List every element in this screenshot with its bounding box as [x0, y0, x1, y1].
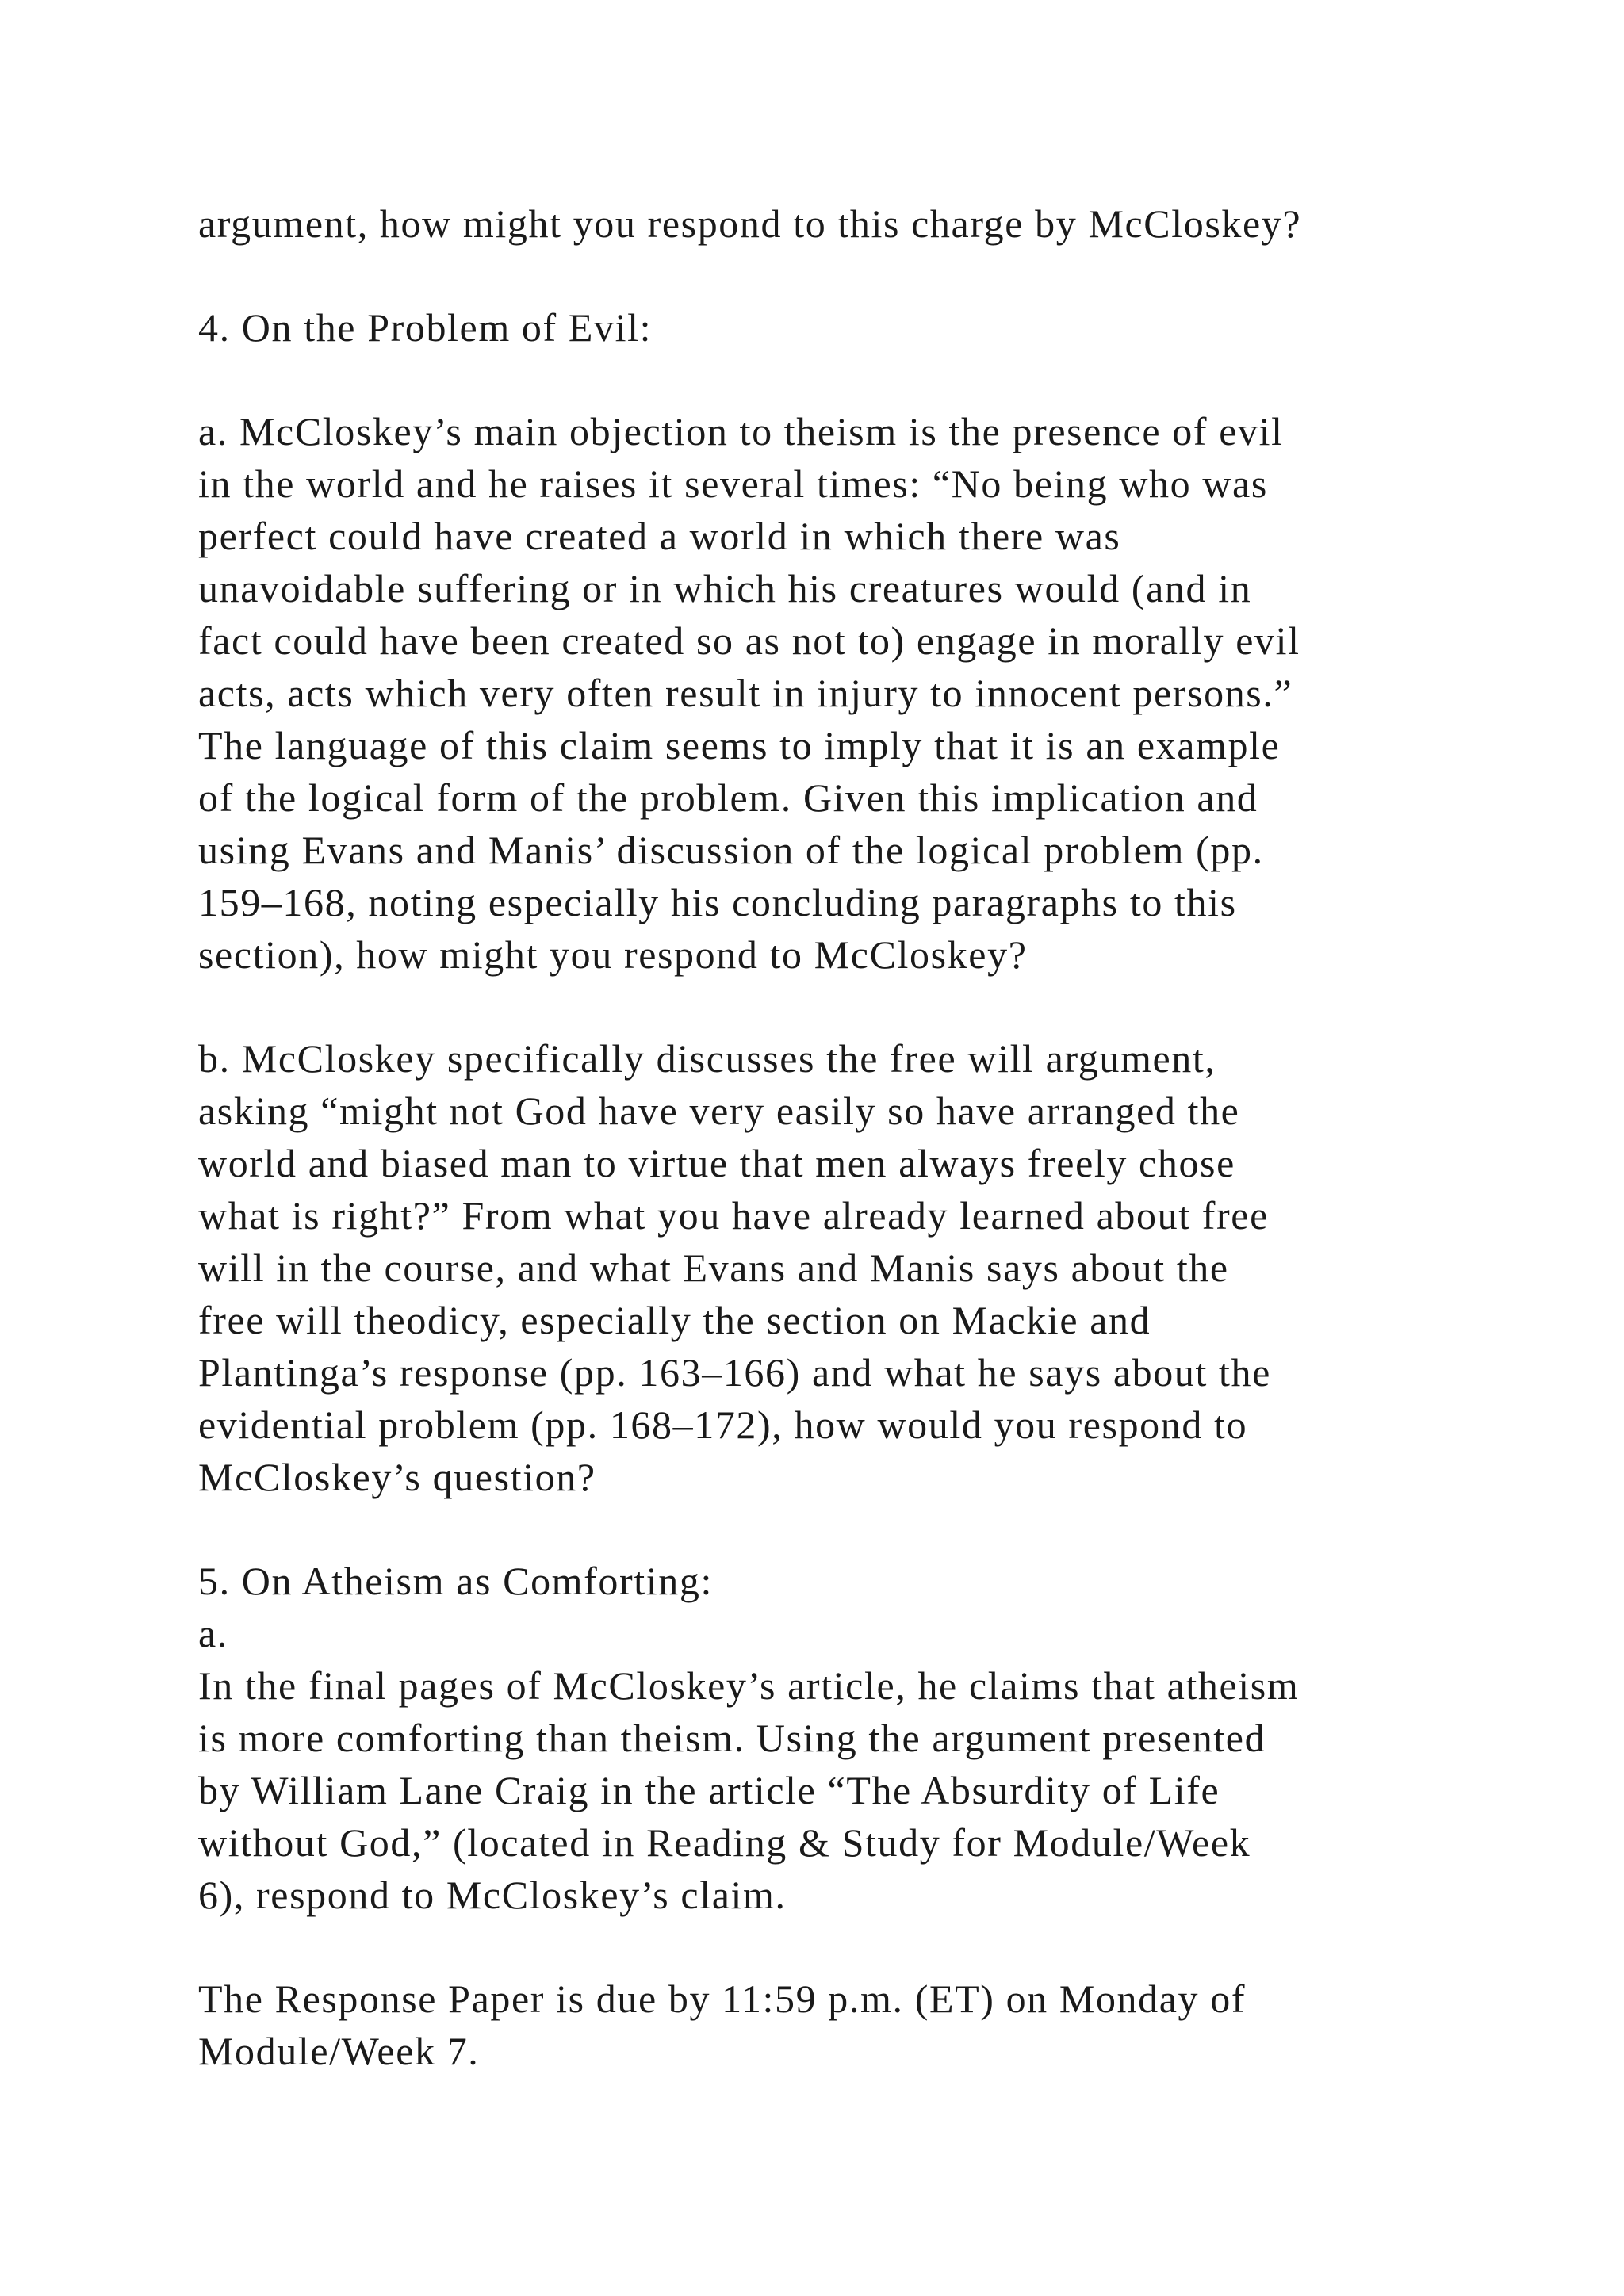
text-line: 6), respond to McCloskey’s claim.	[198, 1873, 787, 1917]
text-line: is more comforting than theism. Using the argument presented	[198, 1716, 1266, 1760]
text-line: a. McCloskey’s main objection to theism is the presence of evil	[198, 409, 1284, 453]
text-line: In the final pages of McCloskey’s article, he claims that atheism	[198, 1663, 1300, 1708]
text-line: what is right?” From what you have already learned about free	[198, 1193, 1269, 1238]
text-line: acts, acts which very often result in injury to innocent persons.”	[198, 671, 1293, 715]
section-heading: 4. On the Problem of Evil:	[198, 305, 653, 350]
text-line: by William Lane Craig in the article “The Absurdity of Life	[198, 1768, 1220, 1812]
section-heading: 5. On Atheism as Comforting:	[198, 1559, 713, 1603]
text-line: The language of this claim seems to imply that it is an example	[198, 723, 1281, 767]
text-line: Module/Week 7.	[198, 2029, 480, 2073]
text-line: evidential problem (pp. 168–172), how would you respond to	[198, 1402, 1248, 1447]
text-line: of the logical form of the problem. Given this implication and	[198, 775, 1258, 820]
text-line: McCloskey’s question?	[198, 1455, 596, 1499]
text-line: Plantinga’s response (pp. 163–166) and what he says about the	[198, 1350, 1271, 1395]
text-line: fact could have been created so as not to) engage in morally evil	[198, 618, 1300, 663]
text-line: perfect could have created a world in which there was	[198, 514, 1121, 558]
text-line: world and biased man to virtue that men always freely chose	[198, 1141, 1235, 1185]
text-line: a.	[198, 1611, 228, 1655]
text-line: 159–168, noting especially his concluding paragraphs to this	[198, 880, 1237, 924]
text-line: asking “might not God have very easily so have arranged the	[198, 1089, 1240, 1133]
text-line: free will theodicy, especially the section on Mackie and	[198, 1298, 1151, 1342]
text-line: unavoidable suffering or in which his creatures would (and in	[198, 566, 1252, 610]
text-line: section), how might you respond to McCloskey?	[198, 932, 1028, 977]
text-line: will in the course, and what Evans and Manis says about the	[198, 1246, 1229, 1290]
text-line: without God,” (located in Reading & Study for Module/Week	[198, 1820, 1251, 1865]
text-line: The Response Paper is due by 11:59 p.m. (ET) on Monday of	[198, 1976, 1247, 2021]
text-line: using Evans and Manis’ discussion of the logical problem (pp.	[198, 828, 1264, 872]
text-line: argument, how might you respond to this charge by McCloskey?	[198, 201, 1302, 246]
text-line: in the world and he raises it several times: “No being who was	[198, 461, 1268, 506]
text-line: b. McCloskey specifically discusses the free will argument,	[198, 1036, 1216, 1081]
